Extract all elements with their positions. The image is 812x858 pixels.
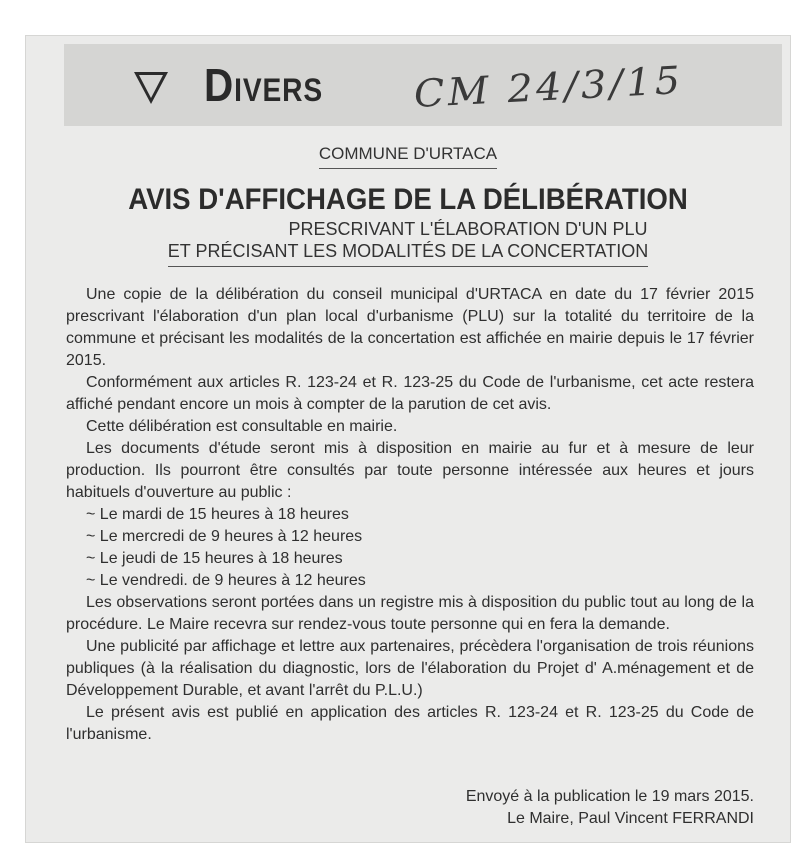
paragraph: Conformément aux articles R. 123-24 et R. 123-25 du Code de l'urbanisme, cet acte restera affiché pendant encore un mois à compter de la parution de cet avis. xyxy=(66,374,754,413)
paragraph: Les documents d'étude seront mis à disposition en mairie au fur et à mesure de leur production. Ils pourront être consultés par toute personne intéressée aux heures et jours habituels d'ouverture au public : xyxy=(66,440,754,501)
section-title: Divers xyxy=(204,59,324,111)
notice-subtitle-line1: PRESCRIVANT L'ÉLABORATION D'UN PLU xyxy=(288,219,648,239)
paragraph: Cette délibération est consultable en mairie. xyxy=(86,418,398,435)
handwritten-note: CM 24/3/15 xyxy=(412,57,685,116)
paragraph: Le présent avis est publié en application des articles R. 123-24 et R. 123-25 du Code de l'urbanisme. xyxy=(66,704,754,743)
notice-subtitle-line2 xyxy=(26,241,790,267)
section-header xyxy=(64,44,782,126)
signature-block xyxy=(466,786,754,830)
mayor-signature: Le Maire, Paul Vincent FERRANDI xyxy=(507,810,754,827)
list-item: ~ Le mardi de 15 heures à 18 heures xyxy=(66,504,754,526)
paragraph: Une copie de la délibération du conseil municipal d'URTACA en date du 17 février 2015 prescrivant l'élaboration d'un plan local d'urbanisme (PLU) sur la totalité du territoire de la commune et précisant les modalités de la concertation est affichée en mairie depuis le 17 février 2015. xyxy=(66,286,754,369)
notice-title: AVIS D'AFFICHAGE DE LA DÉLIBÉRATION xyxy=(128,183,688,216)
list-item: ~ Le vendredi. de 9 heures à 12 heures xyxy=(66,570,754,592)
notice-body xyxy=(66,284,754,746)
triangle-down-icon xyxy=(134,72,168,104)
commune-name xyxy=(26,144,790,169)
commune-label: COMMUNE D'URTACA xyxy=(319,144,497,169)
list-item: ~ Le mercredi de 9 heures à 12 heures xyxy=(66,526,754,548)
subtitle-line2-text: ET PRÉCISANT LES MODALITÉS DE LA CONCERTATION xyxy=(168,241,648,267)
paragraph: Les observations seront portées dans un registre mis à disposition du public tout au long de la procédure. Le Maire recevra sur rendez-vous toute personne qui en fera la demande. xyxy=(66,594,754,633)
paragraph: Une publicité par affichage et lettre aux partenaires, précèdera l'organisation de trois réunions publiques (à la réalisation du diagnostic, lors de l'élaboration du Projet d' A.ménagement et de Développement Durable, et avant l'arrêt du P.L.U.) xyxy=(66,638,754,699)
sent-date: Envoyé à la publication le 19 mars 2015. xyxy=(465,788,754,805)
opening-hours-list xyxy=(66,504,754,592)
newspaper-clipping xyxy=(26,36,790,842)
list-item: ~ Le jeudi de 15 heures à 18 heures xyxy=(66,548,754,570)
